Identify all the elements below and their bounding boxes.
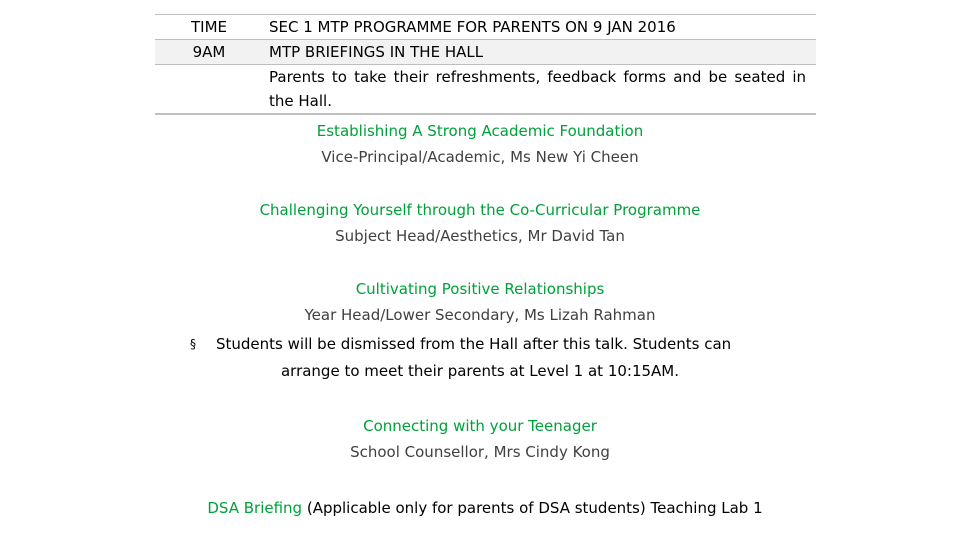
talk-speaker: School Counsellor, Mrs Cindy Kong [350, 443, 610, 461]
programme-title: SEC 1 MTP PROGRAMME FOR PARENTS ON 9 JAN 2016 [269, 18, 676, 36]
time-value: 9AM [192, 43, 226, 61]
table-row [155, 15, 816, 40]
dismissal-note [190, 331, 810, 357]
talk-title: Cultivating Positive Relationships [355, 280, 605, 298]
talk-1 [0, 118, 960, 170]
table-row [155, 40, 816, 65]
time-header: TIME [190, 18, 227, 36]
talk-title: Connecting with your Teenager [363, 417, 597, 435]
talk-3 [0, 276, 960, 328]
bullet-icon: § [190, 337, 196, 351]
schedule-table [155, 14, 816, 115]
talk-title: Establishing A Strong Academic Foundation [316, 122, 644, 140]
dsa-label: DSA Briefing [207, 499, 303, 517]
dsa-detail: (Applicable only for parents of DSA students) Teaching Lab 1 [306, 499, 763, 517]
table-row [155, 65, 816, 115]
talk-speaker: Vice-Principal/Academic, Ms New Yi Cheen [321, 148, 639, 166]
dismissal-note-line1: Students will be dismissed from the Hall after this talk. Students can [216, 335, 732, 353]
time-empty [155, 65, 263, 113]
talk-title: Challenging Yourself through the Co-Curricular Programme [259, 201, 701, 219]
talk-speaker: Subject Head/Aesthetics, Mr David Tan [335, 227, 625, 245]
talk-4 [0, 413, 960, 465]
briefing-heading: MTP BRIEFINGS IN THE HALL [269, 43, 484, 61]
talk-2 [0, 197, 960, 249]
refreshments-note: Parents to take their refreshments, feedback forms and be seated in the Hall. [269, 68, 806, 110]
dsa-briefing [0, 495, 960, 521]
talk-speaker: Year Head/Lower Secondary, Ms Lizah Rahman [304, 306, 656, 324]
dismissal-note-line2: arrange to meet their parents at Level 1 at 10:15AM. [280, 362, 680, 380]
